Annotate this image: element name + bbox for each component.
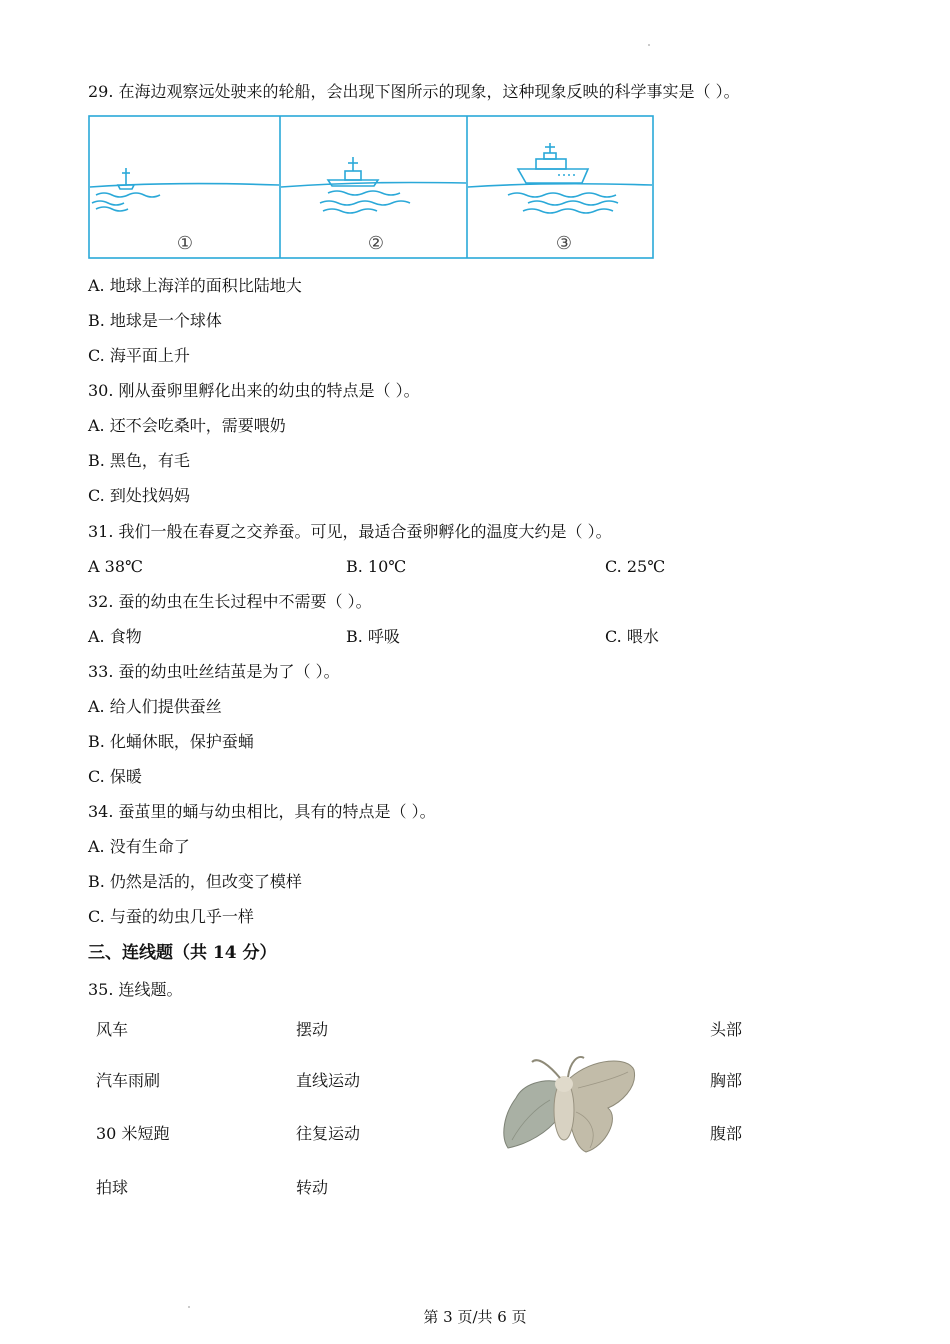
question-34-stem: 34. 蚕茧里的蛹与幼虫相比，具有的特点是（ ）。 xyxy=(88,802,436,821)
page-footer: 第 3 页/共 6 页 xyxy=(423,1308,527,1326)
match-item-col3: 胸部 xyxy=(710,1071,743,1090)
question-34-option-c: C. 与蚕的幼虫几乎一样 xyxy=(88,907,254,926)
match-item-col2: 往复运动 xyxy=(296,1124,361,1143)
question-30-option-c: C. 到处找妈妈 xyxy=(88,486,190,505)
scan-speck xyxy=(648,44,650,46)
question-31-option-a: A 38℃ xyxy=(88,557,143,576)
question-29-option-b: B. 地球是一个球体 xyxy=(88,311,222,330)
match-item-col1: 汽车雨刷 xyxy=(96,1071,161,1090)
match-item-col2: 直线运动 xyxy=(296,1071,361,1090)
panel-label-2: ② xyxy=(367,233,385,254)
match-item-col2: 转动 xyxy=(296,1178,329,1197)
question-30-stem: 30. 刚从蚕卵里孵化出来的幼虫的特点是（ ）。 xyxy=(88,381,420,400)
question-32-option-a: A. 食物 xyxy=(88,627,142,646)
question-30-option-b: B. 黑色，有毛 xyxy=(88,451,190,470)
question-35-stem: 35. 连线题。 xyxy=(88,980,183,999)
question-32-option-b: B. 呼吸 xyxy=(346,627,400,646)
question-29-option-a: A. 地球上海洋的面积比陆地大 xyxy=(88,276,302,295)
match-item-col1: 30 米短跑 xyxy=(96,1124,170,1143)
panel-label-1: ① xyxy=(176,233,194,254)
question-34-option-b: B. 仍然是活的，但改变了模样 xyxy=(88,872,302,891)
match-item-col3: 腹部 xyxy=(710,1124,743,1143)
match-item-col1: 拍球 xyxy=(96,1178,129,1197)
section-3-title: 三、连线题（共 14 分） xyxy=(88,943,277,963)
question-30-option-a: A. 还不会吃桑叶，需要喂奶 xyxy=(88,416,286,435)
question-33-option-a: A. 给人们提供蚕丝 xyxy=(88,697,222,716)
silkworm-moth-image xyxy=(498,1048,638,1160)
question-33-option-c: C. 保暖 xyxy=(88,767,142,786)
question-33-stem: 33. 蚕的幼虫吐丝结茧是为了（ ）。 xyxy=(88,662,340,681)
question-31-stem: 31. 我们一般在春夏之交养蚕。可见，最适合蚕卵孵化的温度大约是（ ）。 xyxy=(88,522,612,541)
question-32-stem: 32. 蚕的幼虫在生长过程中不需要（ ）。 xyxy=(88,592,372,611)
ship-horizon-figure xyxy=(88,115,654,259)
question-33-option-b: B. 化蛹休眠，保护蚕蛹 xyxy=(88,732,254,751)
question-31-option-b: B. 10℃ xyxy=(346,557,407,576)
match-item-col1: 风车 xyxy=(96,1020,129,1039)
panel-label-3: ③ xyxy=(555,233,573,254)
match-item-col3: 头部 xyxy=(710,1020,743,1039)
question-31-option-c: C. 25℃ xyxy=(605,557,666,576)
question-29-option-c: C. 海平面上升 xyxy=(88,346,190,365)
question-32-option-c: C. 喂水 xyxy=(605,627,659,646)
question-29-stem: 29. 在海边观察远处驶来的轮船，会出现下图所示的现象，这种现象反映的科学事实是（ ）。 xyxy=(88,82,740,101)
question-34-option-a: A. 没有生命了 xyxy=(88,837,190,856)
match-item-col2: 摆动 xyxy=(296,1020,329,1039)
